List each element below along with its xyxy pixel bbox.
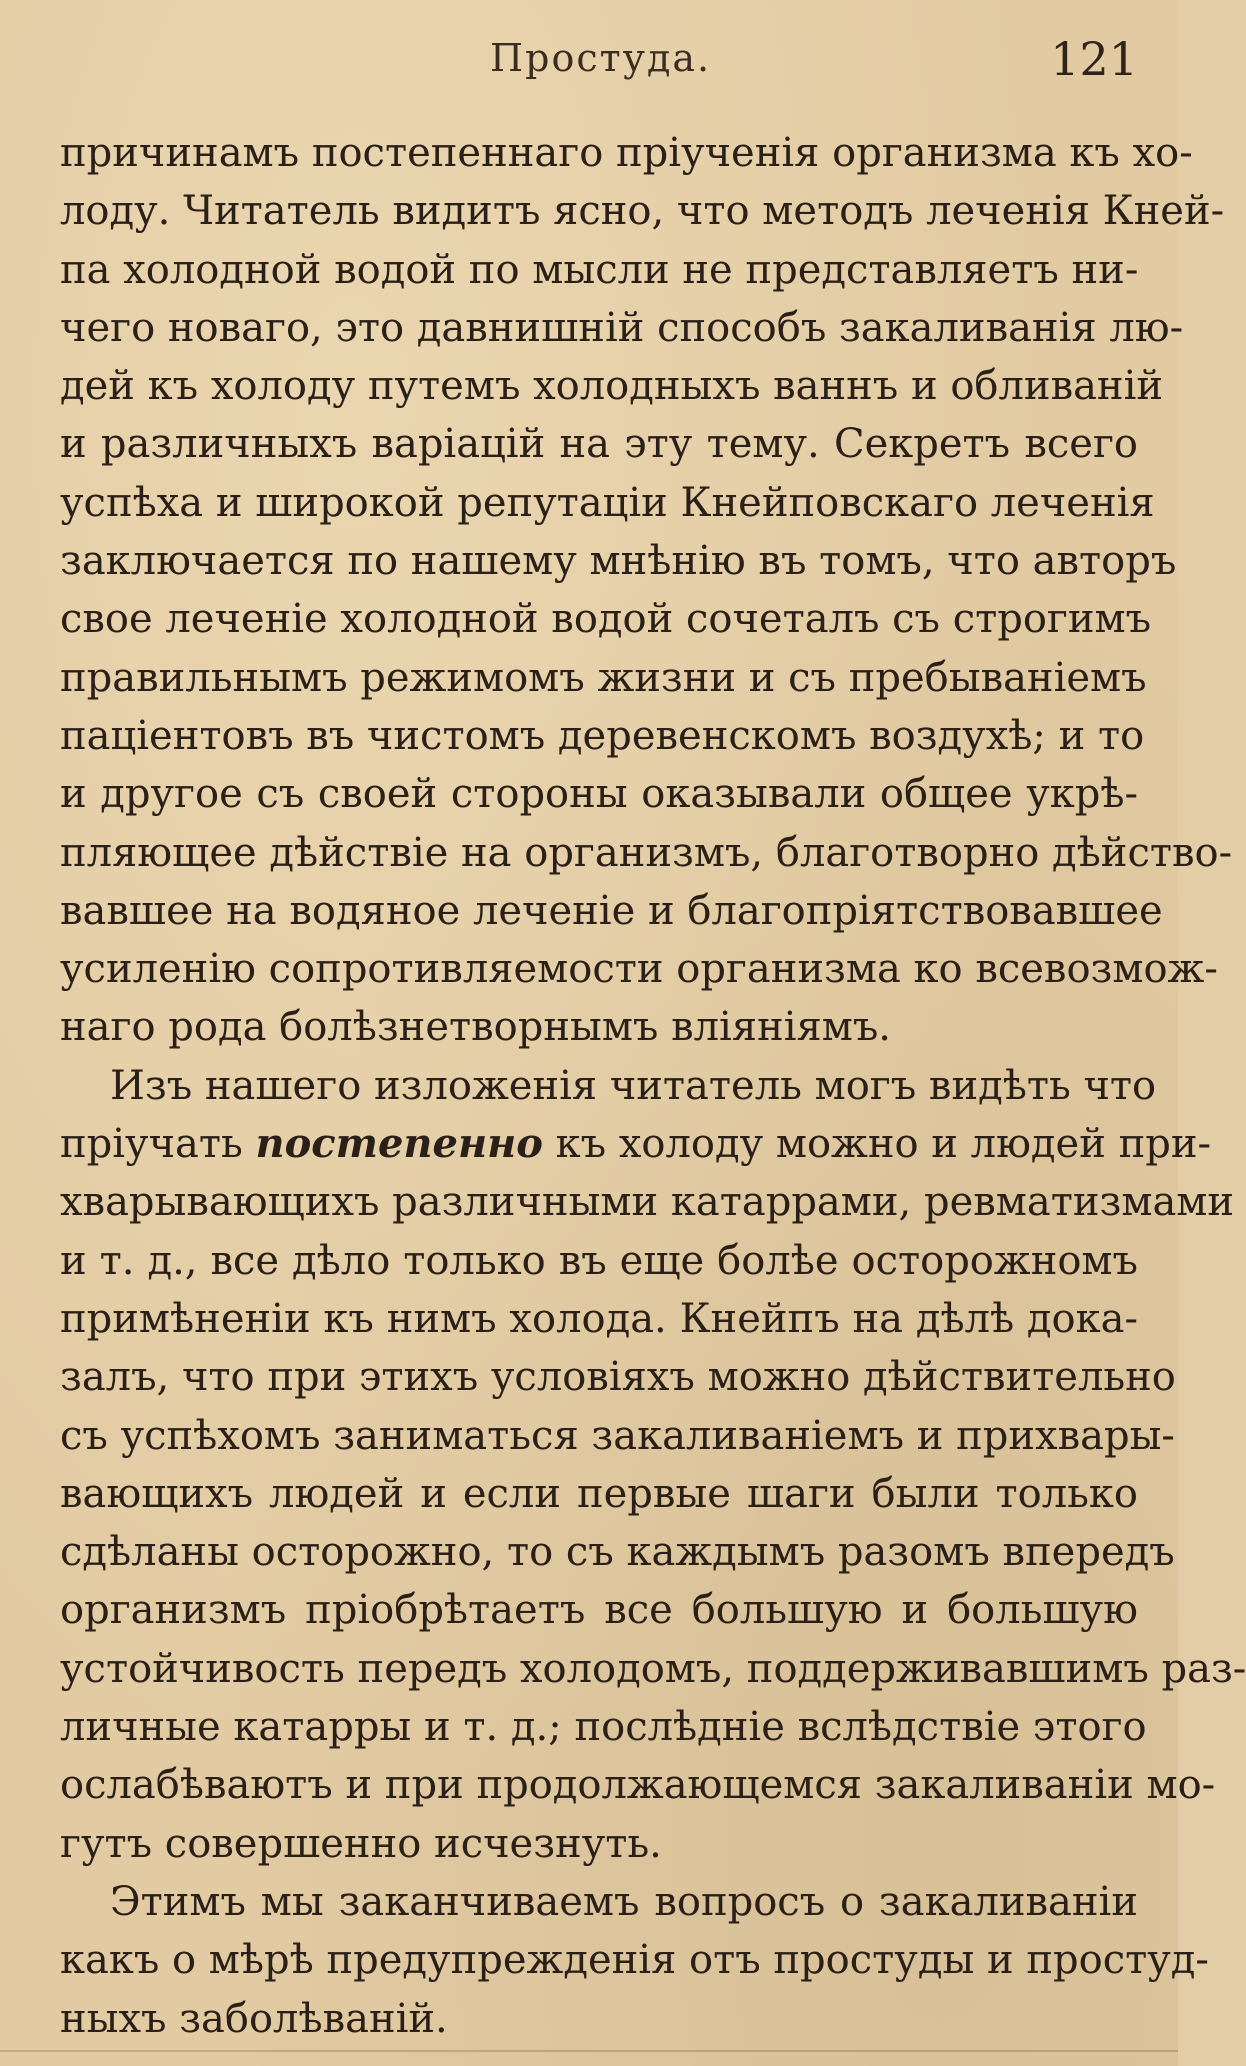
text-line: и различныхъ варіацій на эту тему. Секретъ всего <box>60 421 1138 468</box>
paragraph-1 <box>60 124 1233 1057</box>
text-line: сдѣланы осторожно, то съ каждымъ разомъ впередъ <box>60 1529 1175 1576</box>
text-line: какъ о мѣрѣ предупрежденія отъ простуды и простуд- <box>60 1937 1209 1984</box>
text-line: организмъ пріобрѣтаетъ все большую и большую <box>60 1587 1138 1634</box>
text-line: хварывающихъ различными катаррами, ревматизмами <box>60 1179 1235 1226</box>
text-line: Изъ нашего изложенія читатель могъ видѣть что <box>110 1062 1157 1109</box>
text-line: усиленію сопротивляемости организма ко всевозмож- <box>60 946 1218 993</box>
body-text <box>60 124 1246 2048</box>
paragraph-2 <box>60 1057 1246 1873</box>
text-line-with-emphasis <box>60 1115 1212 1173</box>
text-line: устойчивость передъ холодомъ, поддерживавшимъ раз- <box>60 1645 1246 1692</box>
emphasis-word: постепенно <box>255 1120 543 1168</box>
text-line: примѣненіи къ нимъ холода. Кнейпъ на дѣлѣ дока- <box>60 1295 1138 1342</box>
text-line: и другое съ своей стороны оказывали общее укрѣ- <box>60 771 1138 818</box>
text-line: ныхъ заболѣваній. <box>60 1995 448 2042</box>
text-line: и т. д., все дѣло только въ еще болѣе осторожномъ <box>60 1237 1138 1284</box>
running-head <box>0 32 1178 96</box>
paragraph-3 <box>60 1873 1209 2048</box>
text-line: залъ, что при этихъ условіяхъ можно дѣйствительно <box>60 1354 1176 1401</box>
text-line: гутъ совершенно исчезнуть. <box>60 1820 662 1867</box>
text-line: заключается по нашему мнѣнію въ томъ, что авторъ <box>60 538 1177 585</box>
text-line: причинамъ постепеннаго пріученія организма къ хо- <box>60 130 1193 176</box>
text-line: Этимъ мы заканчиваемъ вопросъ о закаливаніи <box>110 1878 1138 1925</box>
text-line: лоду. Читатель видитъ ясно, что методъ леченія Кней- <box>60 188 1225 235</box>
page-bottom-edge <box>0 2050 1178 2052</box>
text-line: паціентовъ въ чистомъ деревенскомъ воздухѣ; и то <box>60 712 1145 759</box>
text-line: вавшее на водяное леченіе и благопріятствовавшее <box>60 887 1163 934</box>
text-line: свое леченіе холодной водой сочеталъ съ строгимъ <box>60 596 1152 643</box>
text-line: ослабѣваютъ и при продолжающемся закаливаніи мо- <box>60 1762 1216 1809</box>
text-segment: къ холоду можно и людей при- <box>555 1121 1212 1168</box>
page-number: 121 <box>1050 32 1138 86</box>
text-line: пляющее дѣйствіе на организмъ, благотворно дѣйство- <box>60 829 1233 876</box>
text-line: па холодной водой по мысли не представляетъ ни- <box>60 246 1139 293</box>
text-line: съ успѣхомъ заниматься закаливаніемъ и прихвары- <box>60 1412 1175 1459</box>
running-title: Простуда. <box>490 36 712 80</box>
text-line: чего новаго, это давнишній способъ закаливанія лю- <box>60 304 1184 351</box>
text-line: наго рода болѣзнетворнымъ вліяніямъ. <box>60 1004 892 1051</box>
text-line: успѣха и широкой репутаціи Кнейповскаго леченія <box>60 479 1155 526</box>
text-segment: пріучать <box>60 1121 243 1168</box>
text-line: дей къ холоду путемъ холодныхъ ваннъ и обливаній <box>60 363 1164 410</box>
text-line: правильнымъ режимомъ жизни и съ пребываніемъ <box>60 654 1147 701</box>
text-line: личные катарры и т. д.; послѣдніе вслѣдствіе этого <box>60 1704 1147 1751</box>
text-line: вающихъ людей и если первые шаги были только <box>60 1470 1138 1517</box>
